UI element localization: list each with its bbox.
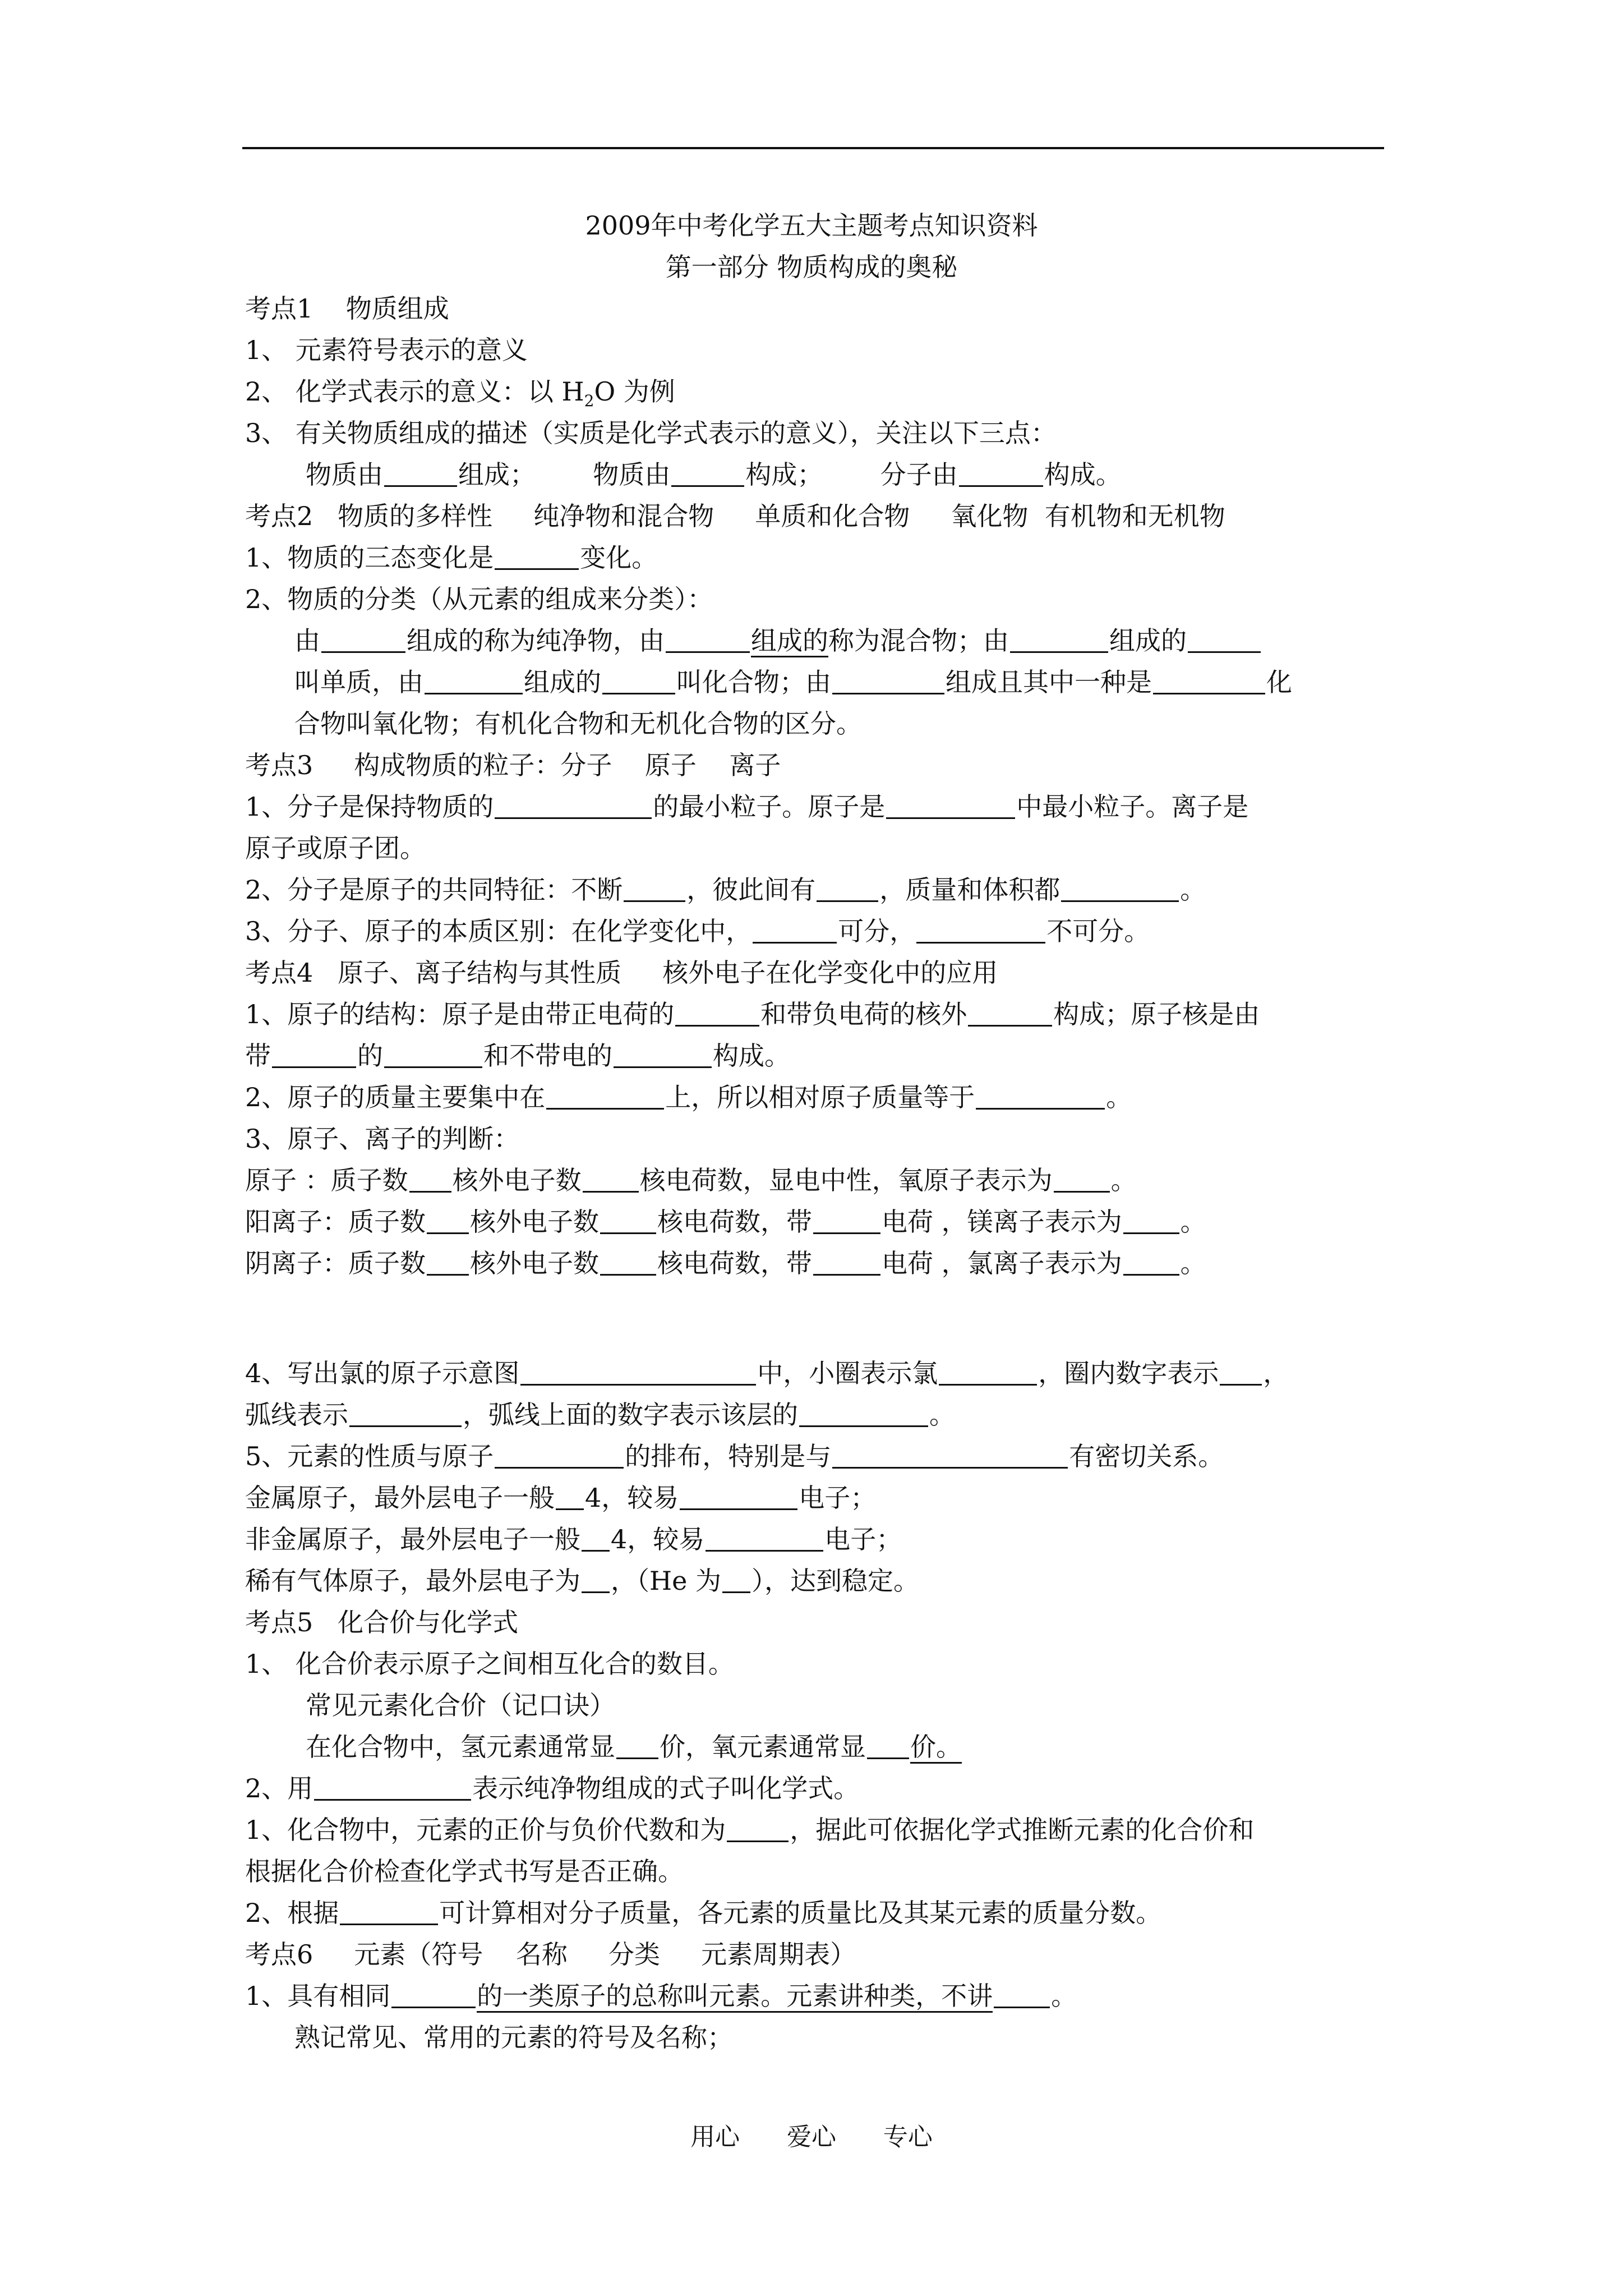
text-line: 1、分子是保持物质的 的最小粒子。原子是 中最小粒子。离子是 (245, 792, 1249, 822)
answer-blank[interactable] (675, 999, 759, 1027)
part-title: 第一部分 物质构成的奥秘 (665, 252, 958, 282)
answer-blank[interactable] (727, 1815, 789, 1842)
text-line: 合物叫氧化物；有机化合物和无机化合物的区分。 (294, 708, 862, 739)
answer-blank[interactable] (706, 1524, 823, 1552)
text-line: 在化合物中，氢元素通常显 价，氧元素通常显 价。 (306, 1730, 962, 1764)
text-line: 稀有气体原子，最外层电子为 ，（He 为 ），达到稳定。 (245, 1566, 919, 1596)
text-line: 3、 有关物质组成的描述（实质是化学式表示的意义），关注以下三点： (245, 418, 1057, 448)
answer-blank[interactable] (1054, 1165, 1110, 1193)
text-line: 带 的 和不带电的 构成。 (245, 1041, 790, 1071)
text-line: 3、原子、离子的判断： (245, 1124, 520, 1154)
text-line: 物质由 组成； 物质由 构成； 分子由 构成。 (306, 459, 1122, 490)
answer-blank[interactable] (813, 1248, 880, 1276)
answer-blank[interactable] (1220, 1358, 1262, 1386)
answer-blank[interactable] (556, 1483, 584, 1510)
text-line: 2、原子的质量主要集中在 上，所以相对原子质量等于 。 (245, 1082, 1132, 1112)
answer-blank[interactable] (799, 1400, 928, 1427)
answer-blank[interactable] (583, 1165, 639, 1193)
answer-blank[interactable] (1188, 625, 1261, 653)
answer-blank[interactable] (384, 459, 457, 487)
answer-blank[interactable] (391, 1981, 476, 2008)
answer-blank[interactable] (409, 1165, 451, 1193)
text-line: 1、 化合价表示原子之间相互化合的数目。 (245, 1649, 734, 1679)
text-line: 常见元素化合价（记口诀） (306, 1690, 615, 1720)
answer-blank[interactable] (272, 1041, 356, 1068)
text-line: 5、元素的性质与原子 的排布，特别是与 有密切关系。 (245, 1441, 1224, 1471)
answer-blank[interactable] (939, 1358, 1037, 1386)
text-line: 根据化合价检查化学式书写是否正确。 (245, 1856, 684, 1887)
answer-blank[interactable] (600, 1248, 656, 1276)
answer-blank[interactable] (1061, 875, 1179, 902)
text-line: 非金属原子，最外层电子一般 4，较易 电子； (245, 1524, 902, 1554)
section-heading-2: 考点2 物质的多样性 纯净物和混合物 单质和化合物 氧化物 有机物和无机物 (245, 501, 1225, 531)
text-line: 2、 化学式表示的意义：以 $H_2O$ 为例 (245, 376, 675, 411)
answer-blank[interactable] (722, 1566, 750, 1593)
answer-blank[interactable] (614, 1041, 712, 1068)
text-line: 阴离子：质子数 核外电子数 核电荷数，带 电荷 ，氯离子表示为 。 (245, 1248, 1206, 1278)
answer-blank[interactable] (427, 1248, 469, 1276)
answer-blank[interactable] (495, 1441, 624, 1469)
section-heading-3: 考点3 构成物质的粒子：分子 原子 离子 (245, 750, 781, 780)
section-heading-6: 考点6 元素（符号 名称 分类 元素周期表） (245, 1939, 856, 1970)
answer-blank[interactable] (495, 542, 579, 570)
answer-blank[interactable] (349, 1400, 462, 1427)
answer-blank[interactable] (666, 625, 750, 653)
answer-blank[interactable] (813, 1207, 880, 1234)
answer-blank[interactable] (832, 667, 944, 694)
answer-blank[interactable] (546, 1082, 664, 1110)
answer-blank[interactable] (671, 459, 744, 487)
answer-blank[interactable] (427, 1207, 469, 1234)
answer-blank[interactable] (321, 625, 405, 653)
section-heading-4: 考点4 原子、离子结构与其性质 核外电子在化学变化中的应用 (245, 958, 998, 988)
header-rule (242, 147, 1384, 149)
answer-blank[interactable] (624, 875, 685, 902)
answer-blank[interactable] (680, 1483, 797, 1510)
text-line: 1、化合物中，元素的正价与负价代数和为 ，据此可依据化学式推断元素的化合价和 (245, 1815, 1255, 1845)
text-line: 弧线表示 ，弧线上面的数字表示该层的 。 (245, 1400, 955, 1430)
answer-blank[interactable] (886, 792, 1015, 819)
answer-blank[interactable] (602, 667, 675, 694)
answer-blank[interactable] (1123, 1248, 1179, 1276)
answer-blank[interactable] (340, 1898, 438, 1925)
answer-blank[interactable] (1010, 625, 1108, 653)
text-line: 2、分子是原子的共同特征：不断 ，彼此间有 ，质量和体积都 。 (245, 875, 1206, 905)
text-line: 原子或原子团。 (245, 833, 426, 863)
answer-blank[interactable] (1153, 667, 1265, 694)
answer-blank[interactable] (600, 1207, 656, 1234)
answer-blank[interactable] (817, 875, 878, 902)
answer-blank[interactable] (384, 1041, 482, 1068)
text-line: 2、用 表示纯净物组成的式子叫化学式。 (245, 1773, 860, 1803)
text-line: 1、原子的结构：原子是由带正电荷的 和带负电荷的核外 构成；原子核是由 (245, 999, 1260, 1029)
answer-blank[interactable] (976, 1082, 1105, 1110)
answer-blank[interactable] (616, 1732, 658, 1759)
answer-blank[interactable] (425, 667, 523, 694)
text-line: 2、物质的分类（从元素的组成来分类）： (245, 584, 713, 614)
page-footer: 用心 爱心 专心 (690, 2123, 933, 2151)
section-heading-1: 考点1 物质组成 (245, 293, 449, 324)
text-line: 原子 ：质子数 核外电子数 核电荷数，显电中性，氧原子表示为 。 (245, 1165, 1137, 1195)
answer-blank[interactable] (753, 916, 837, 944)
section-heading-5: 考点5 化合价与化学式 (245, 1607, 519, 1637)
text-line: 熟记常见、常用的元素的符号及名称； (294, 2022, 733, 2053)
document-title: 2009年中考化学五大主题考点知识资料 (585, 210, 1038, 241)
answer-blank[interactable] (582, 1524, 610, 1552)
answer-blank[interactable] (867, 1732, 909, 1759)
text-line: 由 组成的称为纯净物，由 组成的称为混合物；由 组成的 (294, 624, 1262, 657)
answer-blank[interactable] (968, 999, 1052, 1027)
answer-blank[interactable] (959, 459, 1043, 487)
text-line: 3、分子、原子的本质区别：在化学变化中， 可分， 不可分。 (245, 916, 1150, 946)
answer-blank[interactable] (582, 1566, 610, 1593)
answer-blank[interactable] (520, 1358, 756, 1386)
text-line: 1、具有相同 的一类原子的总称叫元素。元素讲种类，不讲 。 (245, 1979, 1077, 2013)
text-line: 1、 元素符号表示的意义 (245, 335, 528, 365)
text-line: 阳离子：质子数 核外电子数 核电荷数，带 电荷 ，镁离子表示为 。 (245, 1207, 1206, 1237)
answer-blank[interactable] (994, 1981, 1050, 2008)
text-line: 叫单质，由 组成的 叫化合物；由 组成且其中一种是 化 (294, 667, 1292, 697)
text-line: 1、物质的三态变化是 变化。 (245, 542, 658, 573)
answer-blank[interactable] (916, 916, 1045, 944)
text-line: 2、根据 可计算相对分子质量，各元素的质量比及其某元素的质量分数。 (245, 1898, 1162, 1928)
text-line: 4、写出氯的原子示意图 中，小圈表示氯 ，圈内数字表示 ， (245, 1358, 1289, 1388)
answer-blank[interactable] (832, 1441, 1068, 1469)
text-line: 金属原子，最外层电子一般 4，较易 电子； (245, 1483, 877, 1513)
answer-blank[interactable] (495, 792, 652, 819)
answer-blank[interactable] (314, 1773, 471, 1801)
answer-blank[interactable] (1123, 1207, 1179, 1234)
